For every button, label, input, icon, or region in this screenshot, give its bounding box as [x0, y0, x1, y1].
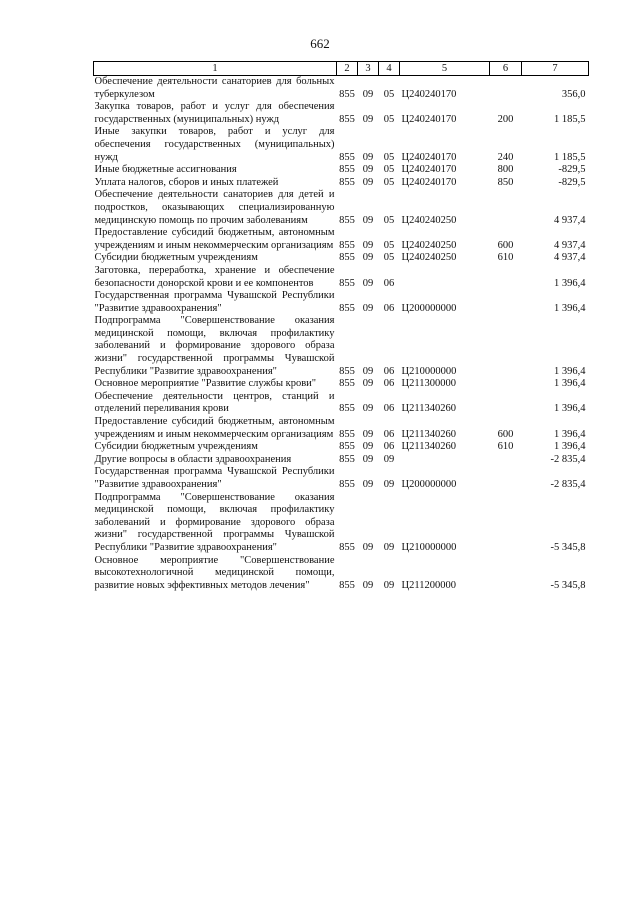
amount: 4 937,4	[554, 252, 586, 264]
target-article-code: Ц240240170	[401, 151, 457, 163]
expense-type-code	[490, 189, 522, 227]
subsection-code: 06	[383, 378, 395, 390]
target-article-code: Ц210000000	[401, 541, 457, 553]
subsection-code: 05	[383, 214, 395, 226]
ministry-code: 855	[339, 113, 355, 125]
subsection-code: 06	[383, 428, 395, 440]
section-code: 09	[362, 453, 374, 465]
amount: -829,5	[558, 164, 586, 176]
table-row	[94, 290, 589, 315]
row-name: Субсидии бюджетным учреждениям	[94, 441, 258, 453]
amount: -5 345,8	[550, 541, 586, 553]
section-code: 09	[362, 541, 374, 553]
amount: 1 185,5	[554, 113, 586, 125]
table-header	[94, 62, 589, 76]
section-code: 09	[362, 302, 374, 314]
row-name: Подпрограмма "Совершенствование оказания медицинской помощи, включая профилактику заболеваний и формирование здорового образа жизни" государственной программы Чувашской Республики "Развитие здравоохранения"	[94, 491, 335, 553]
ministry-code: 855	[339, 579, 355, 591]
expense-type-code	[490, 378, 522, 391]
row-name: Государственная программа Чувашской Республики "Развитие здравоохранения"	[94, 466, 335, 490]
target-article-code: Ц200000000	[401, 302, 457, 314]
expense-type-code	[490, 555, 522, 593]
amount: 1 396,4	[554, 441, 586, 453]
target-article-code: Ц240240170	[401, 164, 457, 176]
subsection-code: 05	[383, 176, 395, 188]
ministry-code: 855	[339, 453, 355, 465]
row-name: Обеспечение деятельности центров, станций и отделений переливания крови	[94, 390, 335, 415]
target-article-code: Ц240240250	[401, 252, 457, 264]
ministry-code: 855	[339, 302, 355, 314]
target-article-code: Ц211300000	[401, 378, 456, 390]
header-col-7: 7	[522, 62, 589, 76]
section-code: 09	[362, 151, 374, 163]
table-row	[94, 315, 589, 378]
header-col-1: 1	[94, 62, 337, 76]
row-name: Основное мероприятие "Развитие службы крови"	[94, 378, 317, 390]
row-name: Субсидии бюджетным учреждениям	[94, 252, 258, 264]
ministry-code: 855	[339, 441, 355, 453]
target-article-code: Ц200000000	[401, 479, 457, 490]
header-col-4: 4	[379, 62, 400, 76]
table-row	[94, 454, 589, 467]
amount: 1 396,4	[554, 428, 586, 440]
amount: -829,5	[558, 176, 586, 188]
row-name: Предоставление субсидий бюджетным, автономным учреждениям и иным некоммерческим организациям	[94, 416, 335, 440]
target-article-code: Ц211340260	[401, 403, 456, 415]
expense-type-code	[490, 290, 522, 315]
ministry-code: 855	[339, 164, 355, 176]
row-name: Иные закупки товаров, работ и услуг для обеспечения государственных (муниципальных) нужд	[94, 126, 335, 163]
section-code: 09	[362, 176, 374, 188]
section-code: 09	[362, 365, 374, 377]
header-col-2: 2	[337, 62, 358, 76]
amount: 1 396,4	[554, 403, 586, 415]
ministry-code: 855	[339, 541, 355, 553]
row-name: Уплата налогов, сборов и иных платежей	[94, 176, 279, 188]
table-row	[94, 227, 589, 252]
table-row	[94, 391, 589, 416]
amount: 4 937,4	[554, 239, 586, 251]
table-row	[94, 492, 589, 555]
table-row	[94, 466, 589, 491]
amount: 1 396,4	[554, 277, 586, 289]
subsection-code: 05	[383, 164, 395, 176]
subsection-code: 06	[383, 441, 395, 453]
table-row	[94, 265, 589, 290]
row-name: Государственная программа Чувашской Республики "Развитие здравоохранения"	[94, 290, 335, 314]
target-article-code: Ц240240250	[401, 239, 457, 251]
header-col-6: 6	[490, 62, 522, 76]
subsection-code: 06	[383, 302, 395, 314]
expense-type-code: 240	[497, 151, 514, 163]
row-name: Иные бюджетные ассигнования	[94, 164, 237, 176]
expense-type-code: 800	[497, 164, 514, 176]
expense-type-code	[490, 454, 522, 467]
ministry-code: 855	[339, 277, 355, 289]
subsection-code: 05	[383, 252, 395, 264]
row-name: Закупка товаров, работ и услуг для обеспечения государственных (муниципальных) нужд	[94, 101, 335, 125]
ministry-code: 855	[339, 239, 355, 251]
target-article-code: Ц211340260	[401, 428, 456, 440]
amount: 1 185,5	[554, 151, 586, 163]
section-code: 09	[362, 403, 374, 415]
target-article-code	[400, 454, 490, 467]
amount: -5 345,8	[550, 579, 586, 591]
amount: 1 396,4	[554, 378, 586, 390]
header-col-3: 3	[358, 62, 379, 76]
target-article-code: Ц240240170	[401, 113, 457, 125]
subsection-code: 06	[383, 277, 395, 289]
amount: 1 396,4	[554, 365, 586, 377]
section-code: 09	[362, 239, 374, 251]
expense-type-code: 600	[497, 428, 514, 440]
target-article-code: Ц210000000	[401, 365, 457, 377]
expense-type-code	[490, 76, 522, 102]
table-row	[94, 189, 589, 227]
section-code: 09	[362, 579, 374, 591]
section-code: 09	[362, 113, 374, 125]
section-code: 09	[362, 479, 374, 490]
table-row	[94, 164, 589, 177]
row-name: Другие вопросы в области здравоохранения	[94, 453, 292, 465]
ministry-code: 855	[339, 176, 355, 188]
ministry-code: 855	[339, 403, 355, 415]
subsection-code: 05	[383, 88, 395, 100]
amount: 4 937,4	[554, 214, 586, 226]
section-code: 09	[362, 252, 374, 264]
row-name: Подпрограмма "Совершенствование оказания медицинской помощи, включая профилактику заболеваний и формирование здорового образа жизни" государственной программы Чувашской Республики "Развитие здравоохранения"	[94, 315, 335, 377]
table-row	[94, 416, 589, 441]
row-name: Обеспечение деятельности санаториев для больных туберкулезом	[94, 76, 335, 100]
subsection-code: 05	[383, 151, 395, 163]
section-code: 09	[362, 441, 374, 453]
expense-type-code	[490, 315, 522, 378]
expense-type-code	[490, 466, 522, 491]
target-article-code	[400, 265, 490, 290]
target-article-code: Ц240240250	[401, 214, 457, 226]
header-col-5: 5	[400, 62, 490, 76]
target-article-code: Ц211340260	[401, 441, 456, 453]
section-code: 09	[362, 214, 374, 226]
row-name: Заготовка, переработка, хранение и обеспечение безопасности донорской крови и ее компонентов	[94, 264, 335, 289]
ministry-code: 855	[339, 151, 355, 163]
ministry-code: 855	[339, 88, 355, 100]
expense-type-code: 610	[497, 441, 514, 453]
section-code: 09	[362, 428, 374, 440]
subsection-code: 06	[383, 365, 395, 377]
ministry-code: 855	[339, 479, 355, 490]
amount: -2 835,4	[550, 479, 586, 490]
table-row	[94, 177, 589, 190]
ministry-code: 855	[339, 252, 355, 264]
table-row	[94, 252, 589, 265]
table-row	[94, 76, 589, 102]
target-article-code: Ц240240170	[401, 176, 457, 188]
row-name: Предоставление субсидий бюджетным, автономным учреждениям и иным некоммерческим организациям	[94, 227, 335, 251]
ministry-code: 855	[339, 378, 355, 390]
ministry-code: 855	[339, 428, 355, 440]
subsection-code: 09	[383, 479, 395, 490]
row-name: Основное мероприятие "Совершенствование высокотехнологичной медицинской помощи, развитие новых эффективных методов лечения"	[94, 554, 335, 591]
expense-type-code: 610	[497, 252, 514, 264]
budget-table	[93, 61, 589, 592]
table-row	[94, 555, 589, 593]
row-name: Обеспечение деятельности санаториев для детей и подростков, оказывающих специализированную медицинскую помощь по прочим заболеваниям	[94, 189, 335, 226]
page-number: 662	[310, 36, 330, 51]
expense-type-code	[490, 391, 522, 416]
amount: 1 396,4	[554, 302, 586, 314]
target-article-code: Ц240240170	[401, 88, 457, 100]
expense-type-code	[490, 492, 522, 555]
ministry-code: 855	[339, 214, 355, 226]
expense-type-code: 200	[497, 113, 514, 125]
subsection-code: 05	[383, 239, 395, 251]
section-code: 09	[362, 378, 374, 390]
table-row	[94, 101, 589, 126]
table-row	[94, 441, 589, 454]
amount: 356,0	[561, 88, 586, 100]
expense-type-code: 850	[497, 176, 514, 188]
section-code: 09	[362, 277, 374, 289]
subsection-code: 06	[383, 403, 395, 415]
table-row	[94, 378, 589, 391]
ministry-code: 855	[339, 365, 355, 377]
subsection-code: 09	[383, 541, 395, 553]
expense-type-code: 600	[497, 239, 514, 251]
amount: -2 835,4	[550, 453, 586, 465]
target-article-code: Ц211200000	[401, 579, 456, 591]
section-code: 09	[362, 88, 374, 100]
table-row	[94, 126, 589, 164]
subsection-code: 09	[383, 453, 395, 465]
subsection-code: 09	[383, 579, 395, 591]
subsection-code: 05	[383, 113, 395, 125]
expense-type-code	[490, 265, 522, 290]
table-body	[94, 76, 589, 593]
section-code: 09	[362, 164, 374, 176]
